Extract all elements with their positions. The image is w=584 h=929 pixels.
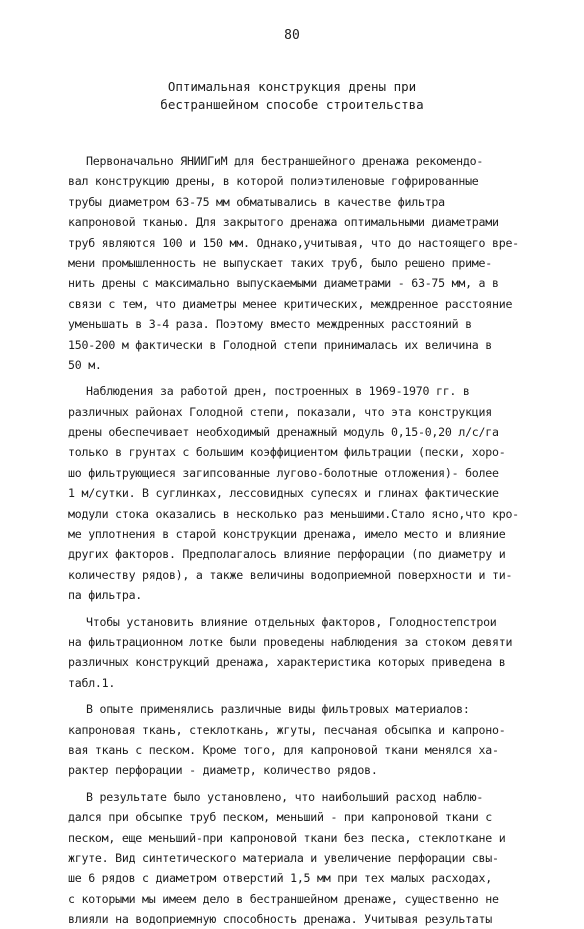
text-line: 50 м.: [68, 357, 102, 372]
text-line: 1 м/сутки. В суглинках, лессовидных супесях и глинах фактические: [68, 486, 499, 501]
paragraph: [68, 381, 538, 605]
text-line: табл.1.: [68, 675, 116, 690]
text-line: вал конструкцию дрены, в которой полиэтиленовые гофрированные: [68, 174, 479, 189]
body-text: [68, 151, 538, 929]
text-line: ше 6 рядов с диаметром отверстий 1,5 мм при тех малых расходах,: [68, 871, 492, 886]
text-line: капроновая ткань, стеклоткань, жгуты, песчаная обсыпка и капроно-: [68, 722, 506, 737]
text-line: только в грунтах с большим коэффициентом фильтрации (пески, хоро-: [68, 445, 506, 460]
text-line: на фильтрационном лотке были проведены наблюдения за стоком девяти: [68, 634, 513, 649]
text-line: Первоначально ЯНИИГиМ для бестраншейного дренажа рекомендо-: [86, 154, 484, 168]
text-line: Чтобы установить влияние отдельных факторов, Голодностепстрои: [86, 614, 497, 629]
text-line: различных районах Голодной степи, показали, что эта конструкция: [68, 404, 492, 419]
text-line: мени промышленность не выпускает таких труб, было решено приме-: [68, 255, 492, 270]
text-line: различных конструкций дренажа, характеристика которых приведена в: [68, 655, 506, 670]
text-line: В опыте применялись различные виды фильтровых материалов:: [86, 702, 470, 717]
text-line: В результате было установлено, что наибольший расход наблю-: [86, 789, 484, 804]
text-line: ме уплотнения в старой конструкции дренажа, имело место и влияние: [68, 527, 506, 542]
paragraph: [68, 787, 538, 929]
section-title: [0, 78, 584, 114]
text-line: нить дрены с максимально выпускаемыми диаметрами - 63-75 мм, а в: [68, 276, 499, 291]
text-line: Наблюдения за работой дрен, построенных в 1969-1970 гг. в: [86, 384, 470, 399]
page-number: 80: [284, 28, 300, 43]
paragraph: [68, 699, 538, 781]
text-line: 150-200 м фактически в Голодной степи принималась их величина в: [68, 337, 492, 352]
text-line: рактер перфорации - диаметр, количество рядов.: [68, 763, 378, 778]
text-line: влияли на водоприемную способность дренажа. Учитывая результаты: [68, 912, 492, 927]
text-line: труб являются 100 и 150 мм. Однако,учитывая, что до настоящего вре-: [68, 235, 519, 250]
text-line: вая ткань с песком. Кроме того, для капроновой ткани менялся ха-: [68, 742, 499, 757]
text-line: трубы диаметром 63-75 мм обматывались в качестве фильтра: [68, 194, 445, 209]
text-line: модули стока оказались в несколько раз меньшими.Стало ясно,что кро-: [68, 506, 519, 521]
text-line: шо фильтрующиеся загипсованные лугово-болотные отложения)- более: [68, 465, 499, 480]
text-line: количеству рядов), а также величины водоприемной поверхности и ти-: [68, 567, 513, 582]
text-line: песком, еще меньший-при капроновой ткани без песка, стеклоткане и: [68, 830, 506, 845]
title-line-1: Оптимальная конструкция дрены при: [167, 79, 417, 94]
text-line: уменьшать в 3-4 раза. Поэтому вместо междренных расстояний в: [68, 317, 472, 332]
text-line: капроновой тканью. Для закрытого дренажа оптимальными диаметрами: [68, 215, 499, 230]
text-line: па фильтра.: [68, 588, 143, 603]
text-line: других факторов. Предполагалось влияние перфорации (по диаметру и: [68, 547, 506, 562]
text-line: с которыми мы имеем дело в бестраншейном дренаже, существенно не: [68, 891, 499, 906]
text-line: дался при обсыпке труб песком, меньший - при капроновой ткани с: [68, 810, 492, 825]
text-line: дрены обеспечивает необходимый дренажный модуль 0,15-0,20 л/с/га: [68, 425, 499, 440]
text-line: жгуте. Вид синтетического материала и увеличение перфорации свы-: [68, 850, 499, 865]
paragraph: [68, 612, 538, 694]
title-line-2: бестраншейном способе строительства: [160, 97, 424, 112]
text-line: связи с тем, что диаметры менее критических, междренное расстояние: [68, 296, 513, 311]
paragraph: [68, 151, 538, 375]
